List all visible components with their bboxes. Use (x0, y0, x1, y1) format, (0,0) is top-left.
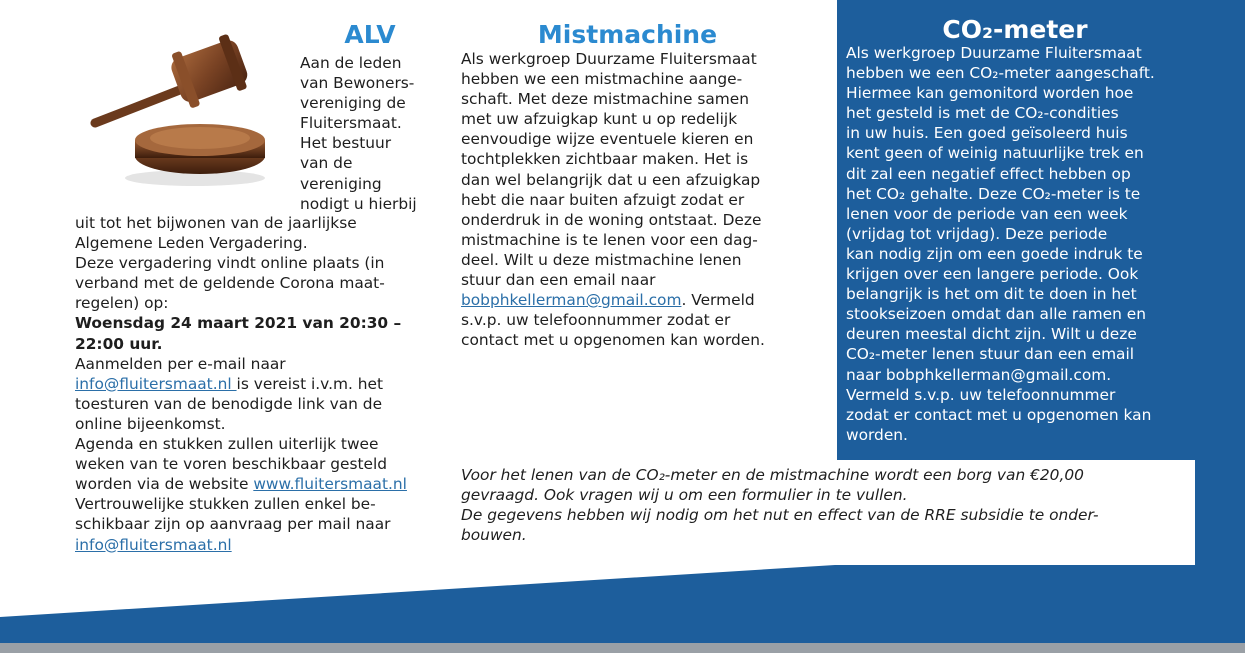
mist-line: stuur dan een email naar (461, 271, 656, 290)
co2-line: Hiermee kan gemonitord worden hoe (846, 84, 1134, 103)
alv-intro-line: van de (300, 154, 353, 173)
alv-body-line: verband met de geldende Corona maat- (75, 274, 385, 293)
co2-line: Als werkgroep Duurzame Fluitersmaat (846, 44, 1142, 62)
co2-line: dit zal een negatief effect hebben op (846, 164, 1131, 183)
mist-line: dan wel belangrijk dat u een afzuigkap (461, 170, 761, 189)
mist-email-suffix: . Vermeld (681, 291, 755, 310)
mist-line: met uw afzuigkap kunt u op redelijk (461, 110, 738, 129)
loan-note-line: De gegevens hebben wij nodig om het nut en effect van de RRE subsidie te onder- (461, 506, 1099, 525)
mist-tail-line: contact met u opgenomen kan worden. (461, 331, 765, 350)
co2-line: (vrijdag tot vrijdag). Deze periode (846, 224, 1108, 243)
alv-signup-line: Agenda en stukken zullen uiterlijk twee (75, 435, 379, 454)
alv-website-link[interactable]: www.fluitersmaat.nl (253, 475, 407, 494)
alv-intro-line: nodigt u hierbij (300, 194, 417, 213)
alv-body (75, 213, 407, 555)
alv-intro-line: Aan de leden (300, 54, 402, 72)
alv-body-line: regelen) op: (75, 294, 169, 313)
mist-line: mistmachine is te lenen voor een dag- (461, 230, 758, 249)
co2-line: lenen voor de periode van een week (846, 204, 1128, 223)
alv-body-line: Algemene Leden Vergadering. (75, 234, 308, 253)
mist-body (461, 49, 765, 350)
alv-website-prefix: worden via de website (75, 475, 254, 494)
loan-note (461, 465, 1099, 545)
mist-line: onderdruk in de woning ontstaat. Deze (461, 210, 762, 229)
co2-line: stookseizoen omdat dan alle ramen en (846, 305, 1146, 324)
loan-note-line: Voor het lenen van de CO₂-meter en de mistmachine wordt een borg van €20,00 (461, 466, 1084, 484)
mist-heading: Mistmachine (537, 20, 718, 49)
mist-line: hebben we een mistmachine aange- (461, 70, 743, 89)
co2-line: het gesteld is met de CO₂-condities (846, 104, 1119, 123)
co2-line: kent geen of weinig natuurlijke trek en (846, 144, 1144, 163)
alv-body-line: Deze vergadering vindt online plaats (in (75, 254, 385, 273)
mist-line: schaft. Met deze mistmachine samen (461, 90, 750, 109)
co2-line: Vermeld s.v.p. uw telefoonnummer (846, 385, 1116, 404)
mist-email-link[interactable]: bobphkellerman@gmail.com (461, 291, 682, 310)
alv-body-line: uit tot het bijwonen van de jaarlijkse (75, 214, 357, 232)
alv-email-link-2[interactable]: info@fluitersmaat.nl (75, 535, 232, 554)
gavel-icon (80, 28, 270, 188)
alv-intro-line: Het bestuur (300, 134, 392, 153)
alv-meeting-time: 22:00 uur. (75, 334, 163, 353)
co2-line: het CO₂ gehalte. Deze CO₂-meter is te (846, 184, 1141, 203)
co2-line: CO₂-meter lenen stuur dan een email (846, 345, 1135, 364)
co2-line: deuren meestal dicht zijn. Wilt u deze (846, 325, 1137, 344)
mist-line: Als werkgroep Duurzame Fluitersmaat (461, 50, 757, 68)
co2-line: zodat er contact met u opgenomen kan (846, 405, 1152, 424)
alv-signup-line: weken van te voren beschikbaar gesteld (75, 455, 388, 474)
co2-line: hebben we een CO₂-meter aangeschaft. (846, 64, 1155, 83)
alv-signup-suffix: is vereist i.v.m. het (236, 374, 383, 393)
loan-note-line: gevraagd. Ook vragen wij u om een formulier in te vullen. (461, 486, 908, 505)
alv-intro-line: vereniging (300, 174, 382, 193)
mist-line: hebt die naar buiten afzuigt zodat er (461, 190, 745, 209)
alv-intro-line: van Bewoners- (300, 74, 415, 93)
mist-tail-line: s.v.p. uw telefoonnummer zodat er (461, 311, 731, 330)
bottom-grey-bar (0, 643, 1245, 653)
mist-line: deel. Wilt u deze mistmachine lenen (461, 250, 742, 269)
alv-signup-prefix: Aanmelden per e-mail naar (75, 354, 286, 373)
alv-heading: ALV (344, 20, 396, 49)
co2-line: worden. (846, 425, 908, 444)
mist-line: tochtplekken zichtbaar maken. Het is (461, 150, 749, 169)
loan-note-line: bouwen. (461, 526, 527, 545)
co2-line: belangrijk is het om dit te doen in het (846, 285, 1137, 304)
co2-heading: CO₂-meter (942, 15, 1088, 44)
alv-intro-line: Fluitersmaat. (300, 114, 402, 133)
co2-body (846, 43, 1155, 445)
alv-intro (300, 53, 417, 214)
alv-signup-line: toesturen van de benodigde link van de (75, 394, 383, 413)
co2-line: krijgen over een langere periode. Ook (846, 265, 1139, 284)
alv-meeting-date: Woensdag 24 maart 2021 van 20:30 – (75, 314, 402, 333)
co2-line: in uw huis. Een goed geïsoleerd huis (846, 124, 1128, 143)
alv-intro-line: vereniging de (300, 94, 406, 113)
alv-conf-line: Vertrouwelijke stukken zullen enkel be- (75, 495, 376, 514)
alv-conf-line: schikbaar zijn op aanvraag per mail naar (75, 515, 391, 534)
co2-line: naar bobphkellerman@gmail.com. (846, 365, 1112, 384)
co2-line: kan nodig zijn om een goede indruk te (846, 244, 1143, 263)
mist-line: eenvoudige wijze eventuele kieren en (461, 130, 754, 149)
alv-email-link[interactable]: info@fluitersmaat.nl (75, 374, 237, 393)
alv-signup-line: online bijeenkomst. (75, 414, 226, 433)
